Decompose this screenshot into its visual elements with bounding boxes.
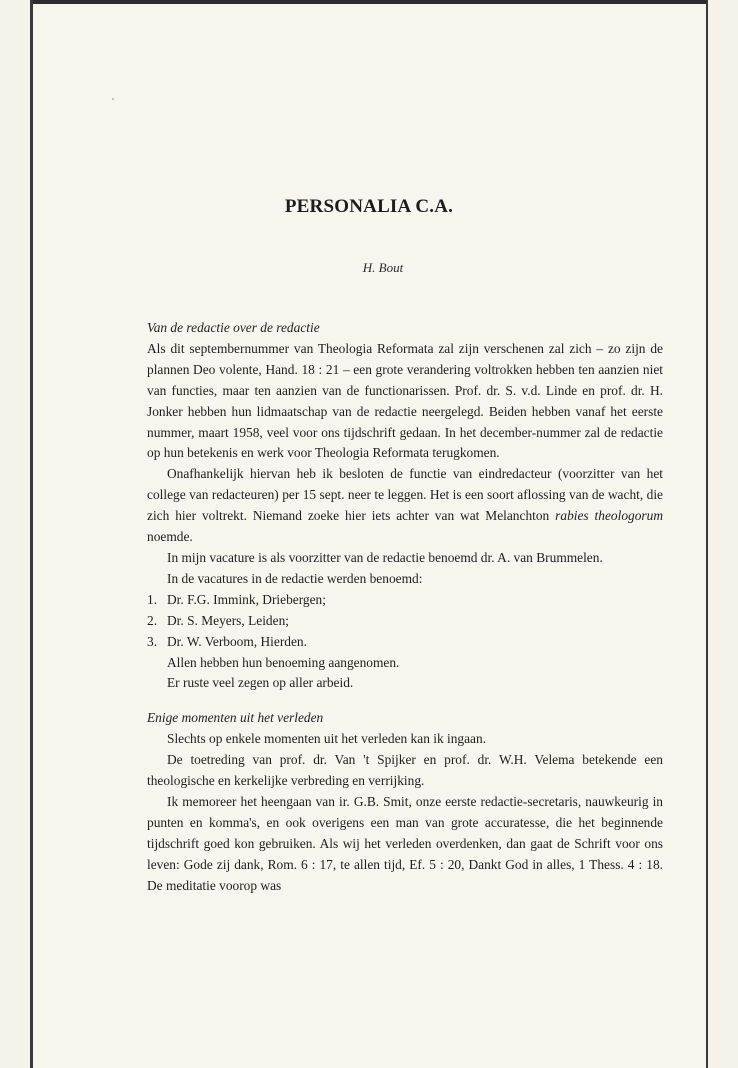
paragraph: Als dit septembernummer van Theologia Reformata zal zijn verschenen zal zich – zo zijn de plannen Deo volente, Hand. 18 : 21 – een grote verandering voltrokken hebben ten aanzien niet van functies, maar ten aanzien van de functionarissen. Prof. dr. S. v.d. Linde en prof. dr. H. Jonker hebben hun lidmaatschap van de redactie neergelegd. Beiden hebben vanaf het eerste nummer, maart 1958, veel voor ons tijdschrift gedaan. In het december-nummer zal de redactie op hun betekenis en werk voor Theologia Reformata terugkomen.	[147, 340, 663, 461]
section-spacer	[147, 694, 663, 708]
list-number: 3.	[147, 633, 158, 649]
scan-right-edge	[706, 0, 708, 1068]
scan-speck	[112, 98, 114, 100]
paragraph-text: noemde.	[147, 529, 193, 545]
paragraph: In de vacatures in de redactie werden benoemd:	[167, 570, 423, 586]
section-heading-verleden: Enige momenten uit het verleden	[147, 710, 324, 726]
list-item	[147, 632, 663, 653]
article-body	[147, 318, 663, 896]
paragraph: Ik memoreer het heengaan van ir. G.B. Smit, onze eerste redactie-secretaris, nauwkeurig in punten en komma's, en ook overigens een man van grote accuratesse, die het beginnende tijdschrift goed kon gebruiken. Als wij het verleden overdenken, dan gaat de Schrift voor ons leven: Gode zij dank, Rom. 6 : 17, te allen tijd, Ef. 5 : 20, Dankt God in alles, 1 Thess. 4 : 18. De meditatie voorop was	[147, 793, 663, 893]
paragraph: Er ruste veel zegen op aller arbeid.	[167, 675, 354, 691]
paragraph	[147, 464, 663, 548]
paragraph-text: Onafhankelijk hiervan heb ik besloten de functie van eindredacteur (voorzitter van het college van redacteuren) per 15 sept. neer te leggen. Het is een soort aflossing van de wacht, die zich hier voltrekt. Niemand zoeke hier iets achter van wat Melanchton	[147, 466, 663, 524]
latin-emphasis: rabies theologorum	[555, 508, 663, 524]
page-title: PERSONALIA C.A.	[284, 196, 454, 217]
paragraph: Slechts op enkele momenten uit het verleden kan ik ingaan.	[167, 731, 487, 747]
section-heading-redactie: Van de redactie over de redactie	[147, 320, 320, 335]
appointments-list	[147, 590, 663, 653]
list-number: 2.	[147, 612, 158, 628]
list-text: Dr. S. Meyers, Leiden;	[167, 612, 289, 628]
paragraph: In mijn vacature is als voorzitter van de redactie benoemd dr. A. van Brummelen.	[167, 549, 603, 565]
list-number: 1.	[147, 591, 158, 607]
paragraph: Allen hebben hun benoeming aangenomen.	[167, 654, 400, 670]
list-text: Dr. W. Verboom, Hierden.	[167, 633, 307, 649]
list-item	[147, 611, 663, 632]
paragraph: De toetreding van prof. dr. Van 't Spijker en prof. dr. W.H. Velema betekende een theologische en kerkelijke verbreding en verrijking.	[147, 752, 663, 789]
list-text: Dr. F.G. Immink, Driebergen;	[167, 591, 326, 607]
list-item	[147, 590, 663, 611]
author-name: H. Bout	[362, 260, 404, 275]
